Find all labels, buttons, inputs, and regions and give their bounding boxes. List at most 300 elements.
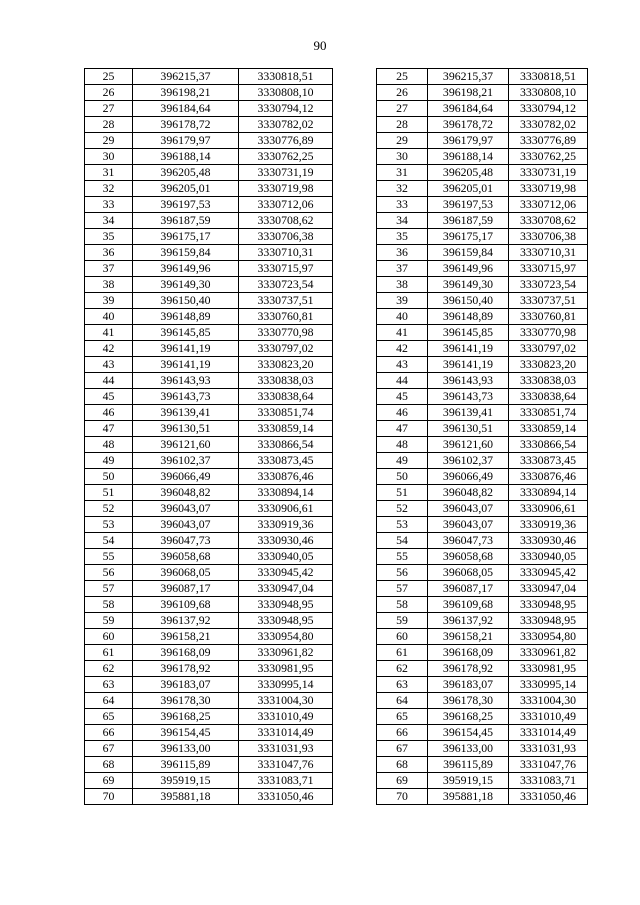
x-coordinate-cell: 396109,68	[133, 597, 239, 613]
y-coordinate-cell: 3330719,98	[239, 181, 333, 197]
y-coordinate-cell: 3330762,25	[509, 149, 588, 165]
point-number-cell: 66	[85, 725, 133, 741]
x-coordinate-cell: 396143,93	[133, 373, 239, 389]
table-row-left	[85, 453, 333, 469]
y-coordinate-cell: 3330797,02	[509, 341, 588, 357]
table-row-right	[377, 421, 588, 437]
y-coordinate-cell: 3330838,03	[239, 373, 333, 389]
y-coordinate-cell: 3330770,98	[509, 325, 588, 341]
table-row-left	[85, 293, 333, 309]
x-coordinate-cell: 396115,89	[133, 757, 239, 773]
y-coordinate-cell: 3330818,51	[239, 69, 333, 85]
y-coordinate-cell: 3330731,19	[239, 165, 333, 181]
point-number-cell: 65	[377, 709, 428, 725]
point-number-cell: 66	[377, 725, 428, 741]
x-coordinate-cell: 396179,97	[133, 133, 239, 149]
point-number-cell: 53	[85, 517, 133, 533]
x-coordinate-cell: 396178,30	[428, 693, 509, 709]
point-number-cell: 49	[85, 453, 133, 469]
table-row-right	[377, 709, 588, 725]
point-number-cell: 39	[377, 293, 428, 309]
table-row-left	[85, 101, 333, 117]
y-coordinate-cell: 3330995,14	[239, 677, 333, 693]
point-number-cell: 47	[85, 421, 133, 437]
table-row-right	[377, 741, 588, 757]
table-row-right	[377, 357, 588, 373]
point-number-cell: 29	[377, 133, 428, 149]
x-coordinate-cell: 396068,05	[428, 565, 509, 581]
y-coordinate-cell: 3330948,95	[239, 597, 333, 613]
x-coordinate-cell: 396178,92	[133, 661, 239, 677]
point-number-cell: 31	[85, 165, 133, 181]
point-number-cell: 61	[377, 645, 428, 661]
y-coordinate-cell: 3330906,61	[239, 501, 333, 517]
point-number-cell: 32	[377, 181, 428, 197]
y-coordinate-cell: 3331047,76	[509, 757, 588, 773]
x-coordinate-cell: 396068,05	[133, 565, 239, 581]
table-row-right	[377, 405, 588, 421]
table-row-left	[85, 693, 333, 709]
x-coordinate-cell: 396087,17	[133, 581, 239, 597]
x-coordinate-cell: 396137,92	[428, 613, 509, 629]
x-coordinate-cell: 396043,07	[133, 517, 239, 533]
table-row-right	[377, 677, 588, 693]
point-number-cell: 34	[85, 213, 133, 229]
x-coordinate-cell: 396187,59	[133, 213, 239, 229]
table-row-right	[377, 197, 588, 213]
x-coordinate-cell: 396141,19	[428, 357, 509, 373]
x-coordinate-cell: 396168,09	[428, 645, 509, 661]
y-coordinate-cell: 3330945,42	[239, 565, 333, 581]
point-number-cell: 30	[377, 149, 428, 165]
table-row-left	[85, 277, 333, 293]
y-coordinate-cell: 3330866,54	[509, 437, 588, 453]
point-number-cell: 38	[377, 277, 428, 293]
y-coordinate-cell: 3331014,49	[239, 725, 333, 741]
table-row-right	[377, 133, 588, 149]
table-row-right	[377, 309, 588, 325]
x-coordinate-cell: 396133,00	[133, 741, 239, 757]
x-coordinate-cell: 395919,15	[428, 773, 509, 789]
y-coordinate-cell: 3330919,36	[509, 517, 588, 533]
table-row-right	[377, 661, 588, 677]
table-row-right	[377, 437, 588, 453]
x-coordinate-cell: 396058,68	[133, 549, 239, 565]
point-number-cell: 40	[85, 309, 133, 325]
y-coordinate-cell: 3330737,51	[509, 293, 588, 309]
y-coordinate-cell: 3330723,54	[239, 277, 333, 293]
point-number-cell: 42	[85, 341, 133, 357]
y-coordinate-cell: 3330919,36	[239, 517, 333, 533]
x-coordinate-cell: 395881,18	[133, 789, 239, 805]
x-coordinate-cell: 396178,30	[133, 693, 239, 709]
table-row-right	[377, 181, 588, 197]
x-coordinate-cell: 396179,97	[428, 133, 509, 149]
table-row-right	[377, 629, 588, 645]
y-coordinate-cell: 3330797,02	[239, 341, 333, 357]
table-row-left	[85, 741, 333, 757]
y-coordinate-cell: 3330782,02	[239, 117, 333, 133]
table-row-right	[377, 517, 588, 533]
coordinates-table-left-body	[85, 69, 333, 805]
point-number-cell: 58	[85, 597, 133, 613]
table-row-right	[377, 597, 588, 613]
table-row-left	[85, 549, 333, 565]
point-number-cell: 63	[85, 677, 133, 693]
x-coordinate-cell: 396145,85	[428, 325, 509, 341]
y-coordinate-cell: 3330708,62	[239, 213, 333, 229]
table-row-right	[377, 325, 588, 341]
y-coordinate-cell: 3330930,46	[239, 533, 333, 549]
y-coordinate-cell: 3330948,95	[239, 613, 333, 629]
x-coordinate-cell: 396149,96	[133, 261, 239, 277]
x-coordinate-cell: 396205,01	[428, 181, 509, 197]
x-coordinate-cell: 396148,89	[428, 309, 509, 325]
x-coordinate-cell: 396178,92	[428, 661, 509, 677]
y-coordinate-cell: 3330873,45	[509, 453, 588, 469]
table-row-left	[85, 421, 333, 437]
point-number-cell: 44	[377, 373, 428, 389]
x-coordinate-cell: 396149,30	[133, 277, 239, 293]
table-row-left	[85, 357, 333, 373]
x-coordinate-cell: 396141,19	[133, 357, 239, 373]
y-coordinate-cell: 3331010,49	[509, 709, 588, 725]
table-row-left	[85, 645, 333, 661]
point-number-cell: 34	[377, 213, 428, 229]
table-row-left	[85, 517, 333, 533]
y-coordinate-cell: 3330706,38	[509, 229, 588, 245]
point-number-cell: 70	[377, 789, 428, 805]
table-row-left	[85, 181, 333, 197]
point-number-cell: 51	[377, 485, 428, 501]
y-coordinate-cell: 3330823,20	[509, 357, 588, 373]
point-number-cell: 41	[85, 325, 133, 341]
point-number-cell: 36	[377, 245, 428, 261]
x-coordinate-cell: 396168,09	[133, 645, 239, 661]
y-coordinate-cell: 3330859,14	[239, 421, 333, 437]
y-coordinate-cell: 3330808,10	[239, 85, 333, 101]
y-coordinate-cell: 3330954,80	[239, 629, 333, 645]
y-coordinate-cell: 3330948,95	[509, 597, 588, 613]
point-number-cell: 43	[377, 357, 428, 373]
point-number-cell: 69	[85, 773, 133, 789]
table-row-left	[85, 629, 333, 645]
y-coordinate-cell: 3330876,46	[239, 469, 333, 485]
y-coordinate-cell: 3330948,95	[509, 613, 588, 629]
point-number-cell: 47	[377, 421, 428, 437]
table-row-left	[85, 341, 333, 357]
x-coordinate-cell: 396197,53	[133, 197, 239, 213]
x-coordinate-cell: 396215,37	[133, 69, 239, 85]
point-number-cell: 30	[85, 149, 133, 165]
y-coordinate-cell: 3330782,02	[509, 117, 588, 133]
point-number-cell: 58	[377, 597, 428, 613]
point-number-cell: 50	[85, 469, 133, 485]
y-coordinate-cell: 3330776,89	[509, 133, 588, 149]
point-number-cell: 67	[377, 741, 428, 757]
y-coordinate-cell: 3330808,10	[509, 85, 588, 101]
x-coordinate-cell: 396143,73	[428, 389, 509, 405]
point-number-cell: 27	[85, 101, 133, 117]
table-row-left	[85, 469, 333, 485]
x-coordinate-cell: 396158,21	[133, 629, 239, 645]
x-coordinate-cell: 396205,48	[428, 165, 509, 181]
y-coordinate-cell: 3330794,12	[239, 101, 333, 117]
point-number-cell: 38	[85, 277, 133, 293]
point-number-cell: 26	[377, 85, 428, 101]
table-row-left	[85, 69, 333, 85]
y-coordinate-cell: 3330760,81	[509, 309, 588, 325]
table-row-right	[377, 245, 588, 261]
y-coordinate-cell: 3330947,04	[509, 581, 588, 597]
x-coordinate-cell: 396133,00	[428, 741, 509, 757]
table-row-left	[85, 773, 333, 789]
x-coordinate-cell: 396047,73	[133, 533, 239, 549]
x-coordinate-cell: 396149,30	[428, 277, 509, 293]
table-row-right	[377, 453, 588, 469]
x-coordinate-cell: 396109,68	[428, 597, 509, 613]
table-row-right	[377, 501, 588, 517]
table-row-right	[377, 789, 588, 805]
table-row-left	[85, 709, 333, 725]
x-coordinate-cell: 396058,68	[428, 549, 509, 565]
x-coordinate-cell: 396159,84	[133, 245, 239, 261]
y-coordinate-cell: 3330776,89	[239, 133, 333, 149]
y-coordinate-cell: 3331050,46	[239, 789, 333, 805]
table-row-right	[377, 581, 588, 597]
x-coordinate-cell: 396130,51	[133, 421, 239, 437]
y-coordinate-cell: 3331050,46	[509, 789, 588, 805]
table-row-left	[85, 165, 333, 181]
table-row-left	[85, 725, 333, 741]
x-coordinate-cell: 396178,72	[428, 117, 509, 133]
point-number-cell: 62	[85, 661, 133, 677]
x-coordinate-cell: 396043,07	[133, 501, 239, 517]
point-number-cell: 52	[85, 501, 133, 517]
point-number-cell: 65	[85, 709, 133, 725]
x-coordinate-cell: 396198,21	[428, 85, 509, 101]
y-coordinate-cell: 3331083,71	[509, 773, 588, 789]
y-coordinate-cell: 3330706,38	[239, 229, 333, 245]
x-coordinate-cell: 396183,07	[428, 677, 509, 693]
y-coordinate-cell: 3330712,06	[239, 197, 333, 213]
table-row-right	[377, 757, 588, 773]
y-coordinate-cell: 3331004,30	[239, 693, 333, 709]
point-number-cell: 55	[377, 549, 428, 565]
x-coordinate-cell: 396145,85	[133, 325, 239, 341]
x-coordinate-cell: 396168,25	[133, 709, 239, 725]
x-coordinate-cell: 396175,17	[428, 229, 509, 245]
table-row-right	[377, 773, 588, 789]
x-coordinate-cell: 396154,45	[428, 725, 509, 741]
y-coordinate-cell: 3330760,81	[239, 309, 333, 325]
point-number-cell: 40	[377, 309, 428, 325]
table-row-left	[85, 533, 333, 549]
point-number-cell: 36	[85, 245, 133, 261]
table-row-right	[377, 149, 588, 165]
point-number-cell: 53	[377, 517, 428, 533]
table-row-left	[85, 133, 333, 149]
point-number-cell: 42	[377, 341, 428, 357]
y-coordinate-cell: 3331031,93	[239, 741, 333, 757]
x-coordinate-cell: 396148,89	[133, 309, 239, 325]
x-coordinate-cell: 396149,96	[428, 261, 509, 277]
point-number-cell: 45	[377, 389, 428, 405]
table-row-right	[377, 261, 588, 277]
y-coordinate-cell: 3330930,46	[509, 533, 588, 549]
table-row-right	[377, 101, 588, 117]
x-coordinate-cell: 396115,89	[428, 757, 509, 773]
y-coordinate-cell: 3330719,98	[509, 181, 588, 197]
x-coordinate-cell: 396139,41	[133, 405, 239, 421]
table-row-left	[85, 309, 333, 325]
table-row-left	[85, 117, 333, 133]
y-coordinate-cell: 3331004,30	[509, 693, 588, 709]
coordinates-table-right	[376, 68, 588, 805]
table-row-right	[377, 165, 588, 181]
y-coordinate-cell: 3330823,20	[239, 357, 333, 373]
table-row-right	[377, 725, 588, 741]
table-row-left	[85, 757, 333, 773]
table-row-left	[85, 85, 333, 101]
x-coordinate-cell: 396198,21	[133, 85, 239, 101]
point-number-cell: 35	[85, 229, 133, 245]
point-number-cell: 67	[85, 741, 133, 757]
x-coordinate-cell: 396139,41	[428, 405, 509, 421]
x-coordinate-cell: 396154,45	[133, 725, 239, 741]
table-row-right	[377, 341, 588, 357]
x-coordinate-cell: 396043,07	[428, 501, 509, 517]
y-coordinate-cell: 3330838,64	[509, 389, 588, 405]
y-coordinate-cell: 3330708,62	[509, 213, 588, 229]
point-number-cell: 55	[85, 549, 133, 565]
table-row-right	[377, 485, 588, 501]
y-coordinate-cell: 3330947,04	[239, 581, 333, 597]
table-row-left	[85, 597, 333, 613]
table-row-left	[85, 261, 333, 277]
point-number-cell: 68	[85, 757, 133, 773]
y-coordinate-cell: 3330851,74	[509, 405, 588, 421]
point-number-cell: 28	[377, 117, 428, 133]
x-coordinate-cell: 396066,49	[428, 469, 509, 485]
point-number-cell: 51	[85, 485, 133, 501]
x-coordinate-cell: 396141,19	[133, 341, 239, 357]
point-number-cell: 37	[85, 261, 133, 277]
x-coordinate-cell: 396048,82	[428, 485, 509, 501]
table-row-left	[85, 661, 333, 677]
x-coordinate-cell: 396178,72	[133, 117, 239, 133]
y-coordinate-cell: 3330770,98	[239, 325, 333, 341]
table-row-left	[85, 245, 333, 261]
point-number-cell: 45	[85, 389, 133, 405]
point-number-cell: 46	[85, 405, 133, 421]
point-number-cell: 32	[85, 181, 133, 197]
point-number-cell: 61	[85, 645, 133, 661]
y-coordinate-cell: 3330723,54	[509, 277, 588, 293]
point-number-cell: 33	[377, 197, 428, 213]
table-row-left	[85, 373, 333, 389]
x-coordinate-cell: 396183,07	[133, 677, 239, 693]
x-coordinate-cell: 396102,37	[133, 453, 239, 469]
y-coordinate-cell: 3330940,05	[239, 549, 333, 565]
point-number-cell: 54	[377, 533, 428, 549]
point-number-cell: 25	[85, 69, 133, 85]
point-number-cell: 27	[377, 101, 428, 117]
x-coordinate-cell: 396188,14	[428, 149, 509, 165]
y-coordinate-cell: 3330710,31	[239, 245, 333, 261]
point-number-cell: 50	[377, 469, 428, 485]
x-coordinate-cell: 396047,73	[428, 533, 509, 549]
point-number-cell: 31	[377, 165, 428, 181]
x-coordinate-cell: 396141,19	[428, 341, 509, 357]
table-row-right	[377, 85, 588, 101]
point-number-cell: 56	[85, 565, 133, 581]
y-coordinate-cell: 3330737,51	[239, 293, 333, 309]
x-coordinate-cell: 396205,48	[133, 165, 239, 181]
y-coordinate-cell: 3330945,42	[509, 565, 588, 581]
table-row-right	[377, 213, 588, 229]
point-number-cell: 69	[377, 773, 428, 789]
table-row-right	[377, 293, 588, 309]
x-coordinate-cell: 396168,25	[428, 709, 509, 725]
x-coordinate-cell: 396087,17	[428, 581, 509, 597]
y-coordinate-cell: 3330851,74	[239, 405, 333, 421]
point-number-cell: 33	[85, 197, 133, 213]
table-row-right	[377, 373, 588, 389]
y-coordinate-cell: 3330981,95	[509, 661, 588, 677]
y-coordinate-cell: 3330954,80	[509, 629, 588, 645]
x-coordinate-cell: 396184,64	[133, 101, 239, 117]
y-coordinate-cell: 3330981,95	[239, 661, 333, 677]
table-row-left	[85, 229, 333, 245]
table-row-left	[85, 677, 333, 693]
point-number-cell: 63	[377, 677, 428, 693]
y-coordinate-cell: 3330940,05	[509, 549, 588, 565]
y-coordinate-cell: 3330794,12	[509, 101, 588, 117]
x-coordinate-cell: 396150,40	[133, 293, 239, 309]
point-number-cell: 46	[377, 405, 428, 421]
table-row-right	[377, 693, 588, 709]
point-number-cell: 57	[377, 581, 428, 597]
point-number-cell: 49	[377, 453, 428, 469]
table-row-right	[377, 229, 588, 245]
x-coordinate-cell: 396205,01	[133, 181, 239, 197]
point-number-cell: 41	[377, 325, 428, 341]
table-row-left	[85, 437, 333, 453]
point-number-cell: 57	[85, 581, 133, 597]
table-row-left	[85, 485, 333, 501]
y-coordinate-cell: 3330715,97	[239, 261, 333, 277]
x-coordinate-cell: 396158,21	[428, 629, 509, 645]
x-coordinate-cell: 396175,17	[133, 229, 239, 245]
table-row-right	[377, 389, 588, 405]
y-coordinate-cell: 3330995,14	[509, 677, 588, 693]
y-coordinate-cell: 3331010,49	[239, 709, 333, 725]
point-number-cell: 25	[377, 69, 428, 85]
table-row-left	[85, 405, 333, 421]
x-coordinate-cell: 396150,40	[428, 293, 509, 309]
x-coordinate-cell: 396143,73	[133, 389, 239, 405]
point-number-cell: 28	[85, 117, 133, 133]
point-number-cell: 26	[85, 85, 133, 101]
x-coordinate-cell: 396197,53	[428, 197, 509, 213]
table-row-left	[85, 389, 333, 405]
y-coordinate-cell: 3330712,06	[509, 197, 588, 213]
table-row-right	[377, 277, 588, 293]
y-coordinate-cell: 3330838,03	[509, 373, 588, 389]
table-row-left	[85, 613, 333, 629]
table-row-left	[85, 197, 333, 213]
